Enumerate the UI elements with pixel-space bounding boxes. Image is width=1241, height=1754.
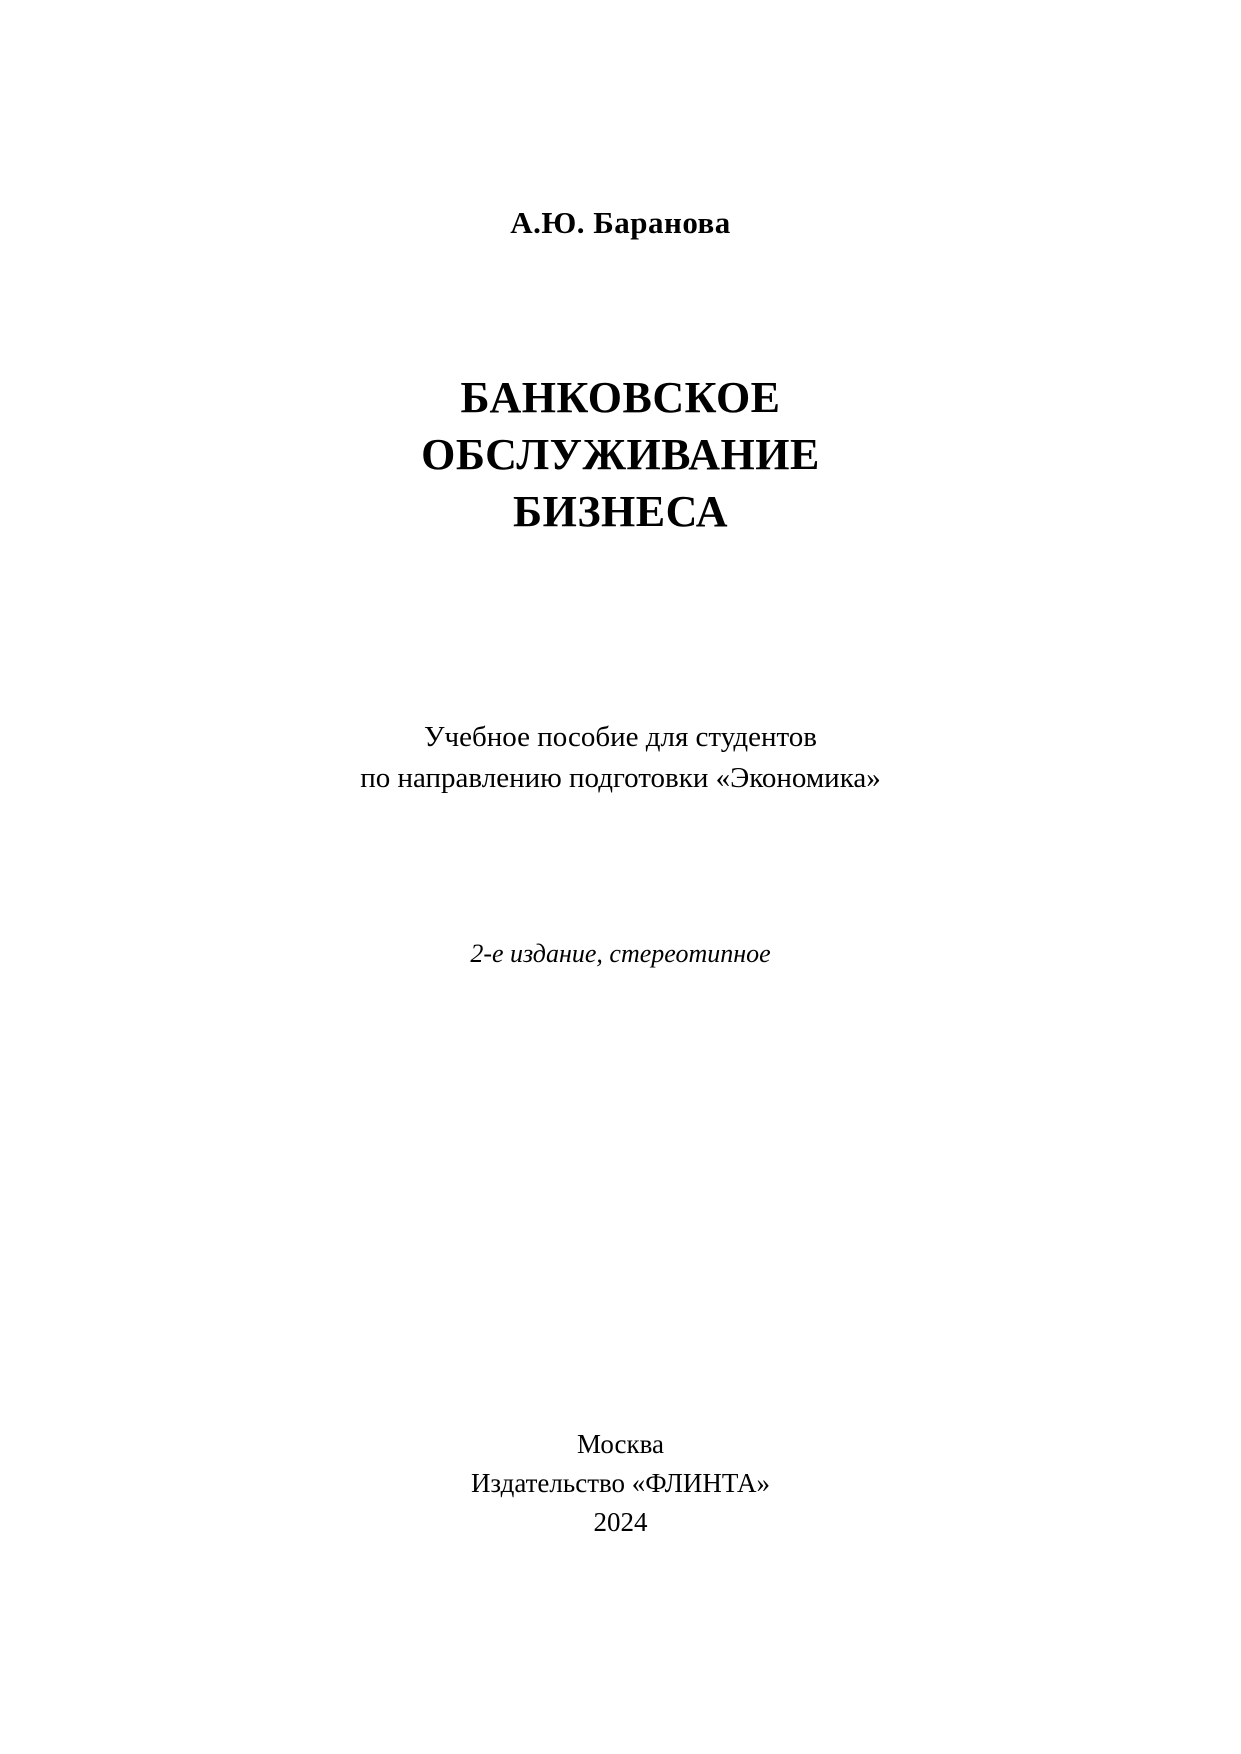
book-title-line-1: БАНКОВСКОЕ [460, 373, 781, 422]
book-title-line-3: БИЗНЕСА [513, 487, 728, 537]
book-subtitle-line-2: по направлению подготовки «Экономика» [360, 761, 881, 794]
imprint-year: 2024 [593, 1507, 648, 1538]
book-title-line-2: ОБСЛУЖИВАНИЕ [421, 430, 820, 480]
book-title [421, 369, 820, 541]
imprint-city: Москва [577, 1429, 664, 1459]
author-name: А.Ю. Баранова [510, 205, 731, 240]
book-subtitle-line-1: Учебное пособие для студентов [423, 720, 817, 753]
edition-statement: 2-е издание, стереотипное [470, 938, 771, 968]
imprint-block [0, 1425, 1241, 1542]
book-subtitle [360, 717, 880, 799]
imprint-publisher: Издательство «ФЛИНТА» [470, 1468, 771, 1499]
